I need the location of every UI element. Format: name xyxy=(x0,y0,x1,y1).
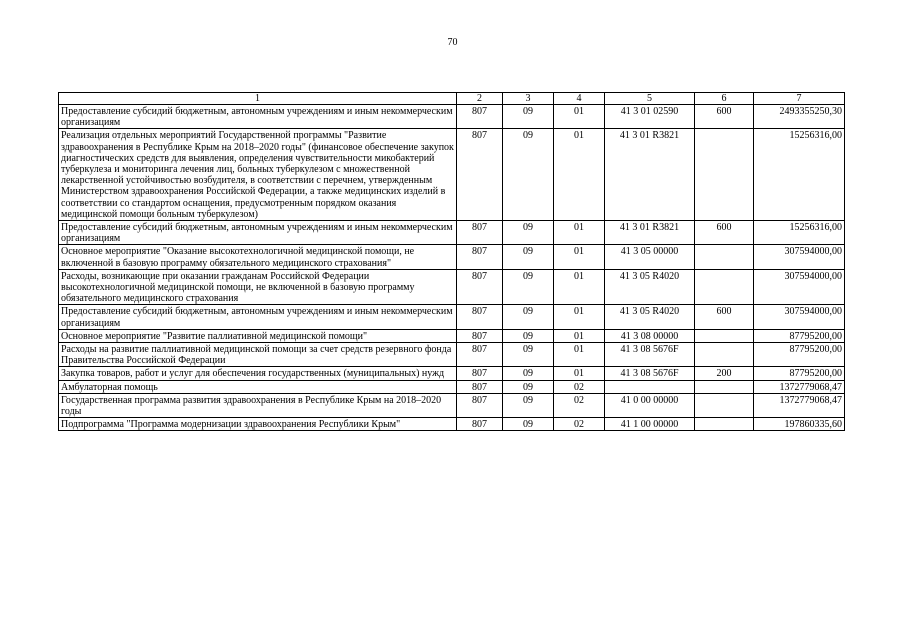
section-code: 09 xyxy=(503,343,554,367)
table-row xyxy=(59,221,845,245)
subsection-code: 01 xyxy=(554,245,605,269)
ministry-code: 807 xyxy=(457,269,503,305)
table-row xyxy=(59,418,845,431)
expense-type-code xyxy=(695,269,754,305)
table-row xyxy=(59,380,845,393)
amount-value: 197860335,60 xyxy=(754,418,845,431)
target-article-code: 41 3 01 02590 xyxy=(605,105,695,129)
table-body xyxy=(59,105,845,431)
amount-value: 307594000,00 xyxy=(754,305,845,329)
table-row xyxy=(59,105,845,129)
table-row xyxy=(59,367,845,380)
target-article-code: 41 3 08 5676F xyxy=(605,367,695,380)
ministry-code: 807 xyxy=(457,418,503,431)
expense-type-code xyxy=(695,329,754,342)
expense-type-code xyxy=(695,393,754,417)
amount-value: 87795200,00 xyxy=(754,367,845,380)
subsection-code: 01 xyxy=(554,129,605,221)
amount-value: 307594000,00 xyxy=(754,245,845,269)
column-header-5: 5 xyxy=(605,93,695,105)
section-code: 09 xyxy=(503,245,554,269)
expense-type-code: 600 xyxy=(695,221,754,245)
table-row xyxy=(59,269,845,305)
ministry-code: 807 xyxy=(457,329,503,342)
subsection-code: 02 xyxy=(554,393,605,417)
ministry-code: 807 xyxy=(457,367,503,380)
target-article-code xyxy=(605,380,695,393)
table-row xyxy=(59,329,845,342)
row-description: Государственная программа развития здравоохранения в Республике Крым на 2018–2020 годы xyxy=(59,393,457,417)
expense-type-code: 200 xyxy=(695,367,754,380)
row-description: Расходы, возникающие при оказании гражданам Российской Федерации высокотехнологичной медицинской помощи, не включенной в базовую программу обязательного медицинского страхования xyxy=(59,269,457,305)
amount-value: 87795200,00 xyxy=(754,343,845,367)
target-article-code: 41 3 01 R3821 xyxy=(605,129,695,221)
amount-value: 1372779068,47 xyxy=(754,393,845,417)
subsection-code: 01 xyxy=(554,305,605,329)
column-header-6: 6 xyxy=(695,93,754,105)
target-article-code: 41 3 05 00000 xyxy=(605,245,695,269)
section-code: 09 xyxy=(503,105,554,129)
ministry-code: 807 xyxy=(457,129,503,221)
row-description: Основное мероприятие "Развитие паллиативной медицинской помощи" xyxy=(59,329,457,342)
ministry-code: 807 xyxy=(457,305,503,329)
ministry-code: 807 xyxy=(457,343,503,367)
column-header-7: 7 xyxy=(754,93,845,105)
target-article-code: 41 3 05 R4020 xyxy=(605,305,695,329)
table-row xyxy=(59,343,845,367)
column-header-4: 4 xyxy=(554,93,605,105)
section-code: 09 xyxy=(503,329,554,342)
target-article-code: 41 0 00 00000 xyxy=(605,393,695,417)
subsection-code: 02 xyxy=(554,380,605,393)
target-article-code: 41 3 08 00000 xyxy=(605,329,695,342)
section-code: 09 xyxy=(503,380,554,393)
row-description: Предоставление субсидий бюджетным, автономным учреждениям и иным некоммерческим организациям xyxy=(59,105,457,129)
column-header-2: 2 xyxy=(457,93,503,105)
ministry-code: 807 xyxy=(457,105,503,129)
table-row xyxy=(59,393,845,417)
row-description: Реализация отдельных мероприятий Государственной программы "Развитие здравоохранения в Республике Крым на 2018–2020 годы" (финансовое обеспечение закупок диагностических средств для выявления, определения чувствительности микобактерий туберкулеза и мониторинга лечения лиц, больных туберкулезом с множественной лекарственной устойчивостью возбудителя, в соответствии с перечнем, утвержденным Министерством здравоохранения Российской Федерации, а также медицинских изделий в соответствии со стандартом оснащения, предусмотренным порядком оказания медицинской помощи больным туберкулезом) xyxy=(59,129,457,221)
section-code: 09 xyxy=(503,367,554,380)
subsection-code: 02 xyxy=(554,418,605,431)
amount-value: 15256316,00 xyxy=(754,221,845,245)
row-description: Закупка товаров, работ и услуг для обеспечения государственных (муниципальных) нужд xyxy=(59,367,457,380)
table-row xyxy=(59,129,845,221)
subsection-code: 01 xyxy=(554,329,605,342)
ministry-code: 807 xyxy=(457,245,503,269)
amount-value: 2493355250,30 xyxy=(754,105,845,129)
target-article-code: 41 1 00 00000 xyxy=(605,418,695,431)
section-code: 09 xyxy=(503,418,554,431)
expense-type-code xyxy=(695,245,754,269)
section-code: 09 xyxy=(503,221,554,245)
ministry-code: 807 xyxy=(457,380,503,393)
expense-type-code xyxy=(695,343,754,367)
subsection-code: 01 xyxy=(554,269,605,305)
budget-table xyxy=(58,92,845,431)
amount-value: 15256316,00 xyxy=(754,129,845,221)
page-number: 70 xyxy=(447,37,458,48)
amount-value: 307594000,00 xyxy=(754,269,845,305)
header-row xyxy=(59,93,845,105)
row-description: Подпрограмма "Программа модернизации здравоохранения Республики Крым" xyxy=(59,418,457,431)
column-header-1: 1 xyxy=(59,93,457,105)
ministry-code: 807 xyxy=(457,393,503,417)
target-article-code: 41 3 05 R4020 xyxy=(605,269,695,305)
section-code: 09 xyxy=(503,129,554,221)
table-row xyxy=(59,245,845,269)
expense-type-code xyxy=(695,380,754,393)
section-code: 09 xyxy=(503,393,554,417)
subsection-code: 01 xyxy=(554,105,605,129)
row-description: Основное мероприятие "Оказание высокотехнологичной медицинской помощи, не включенной в базовую программу обязательного медицинского страхования" xyxy=(59,245,457,269)
subsection-code: 01 xyxy=(554,343,605,367)
subsection-code: 01 xyxy=(554,367,605,380)
expense-type-code xyxy=(695,129,754,221)
column-header-3: 3 xyxy=(503,93,554,105)
expense-type-code: 600 xyxy=(695,305,754,329)
expense-type-code: 600 xyxy=(695,105,754,129)
amount-value: 1372779068,47 xyxy=(754,380,845,393)
subsection-code: 01 xyxy=(554,221,605,245)
target-article-code: 41 3 01 R3821 xyxy=(605,221,695,245)
row-description: Расходы на развитие паллиативной медицинской помощи за счет средств резервного фонда Правительства Российской Федерации xyxy=(59,343,457,367)
section-code: 09 xyxy=(503,305,554,329)
section-code: 09 xyxy=(503,269,554,305)
expense-type-code xyxy=(695,418,754,431)
row-description: Амбулаторная помощь xyxy=(59,380,457,393)
target-article-code: 41 3 08 5676F xyxy=(605,343,695,367)
amount-value: 87795200,00 xyxy=(754,329,845,342)
row-description: Предоставление субсидий бюджетным, автономным учреждениям и иным некоммерческим организациям xyxy=(59,221,457,245)
ministry-code: 807 xyxy=(457,221,503,245)
table-row xyxy=(59,305,845,329)
row-description: Предоставление субсидий бюджетным, автономным учреждениям и иным некоммерческим организациям xyxy=(59,305,457,329)
